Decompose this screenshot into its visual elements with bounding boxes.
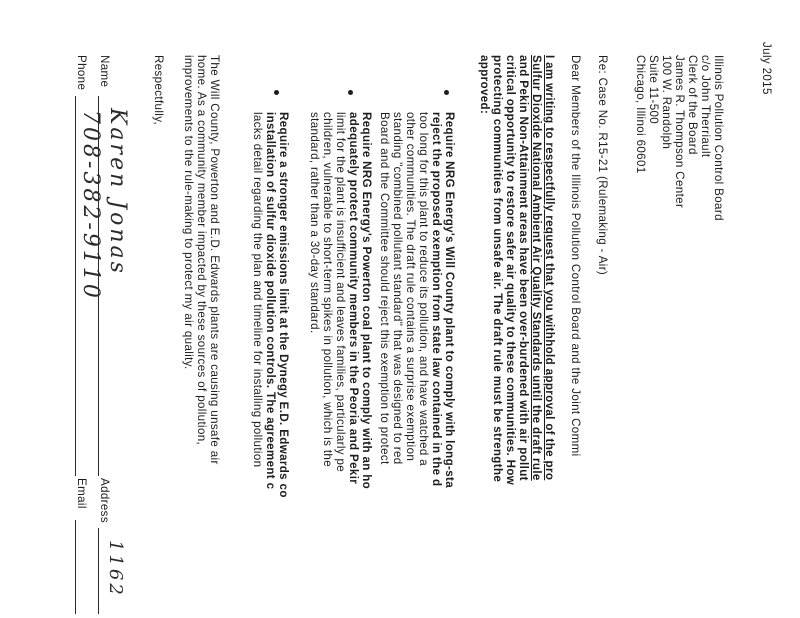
bullet-marker: [348, 90, 353, 95]
phone-handwritten-value: 708-382-9110: [78, 110, 103, 301]
address-label: Address: [98, 478, 111, 523]
bullet-line: too long for this plant to reduce its pollution, and have watched a: [417, 112, 430, 467]
intro-line: critical opportunity to restore safer air quality to these communities. How: [504, 55, 517, 486]
name-handwritten-value: Karen Jonas: [105, 108, 130, 276]
bullet-line: reject the proposed exemption from state law contained in the d: [430, 112, 443, 487]
address-handwritten-value: 1162: [105, 540, 126, 598]
re-case-line: Re: Case No. R15-21 (Rulemaking - Air): [596, 55, 609, 276]
intro-line: protecting communities from unsafe air. The draft rule must be strengthe: [491, 55, 504, 483]
phone-underline: [75, 96, 76, 476]
signoff: Respectfully,: [152, 55, 165, 126]
intro-line: approved:: [478, 55, 491, 115]
bullet-line: children, vulnerable to short-term spikes in pollution, which is the: [321, 112, 334, 468]
letter-date: July 2015: [760, 42, 773, 95]
bullet-line: Require a stronger emissions limit at the Dynegy E.D. Edwards co: [277, 112, 290, 498]
email-label: Email: [75, 478, 88, 509]
recipient-line: c/o John Therriault: [699, 55, 712, 158]
name-label: Name: [98, 55, 111, 88]
recipient-line: 100 W. Randolph: [660, 55, 673, 150]
bullet-line: standing "combined pollutant standard" that was designed to red: [391, 112, 404, 465]
bullet-line: installation of sulfur dioxide pollution controls. The agreement c: [264, 112, 277, 490]
bullet-marker: [444, 90, 449, 95]
recipient-line: Suite 11-500: [647, 55, 660, 125]
recipient-line: Clerk of the Board: [686, 55, 699, 155]
email-underline: [75, 520, 76, 614]
bullet-line: Require NRG Energy's Will County plant to comply with long-sta: [443, 112, 456, 489]
bullet-line: Require NRG Energy's Powerton coal plant to comply with an ho: [360, 112, 373, 490]
bullet-line: other communities. The draft rule contains a surprise exemption: [404, 112, 417, 462]
intro-line-underlined: I am writing to respectfully request that you withhold approval of the pro: [543, 55, 556, 481]
intro-line: and Pekin Non-Attainment areas have been over-burdened with air pollut: [517, 55, 530, 481]
bullet-line: Board and the Committee should reject this exemption to protect: [378, 112, 391, 465]
salutation: Dear Members of the Illinois Pollution Control Board and the Joint Commi: [569, 55, 582, 457]
bullet-line: adequately protect community members in the Peoria and Pekir: [347, 112, 360, 485]
intro-line-underlined: Sulfur Dioxide National Ambient Air Quality Standards until the draft rule: [530, 55, 543, 481]
closing-line: home. As a community member impacted by these sources of pollution,: [195, 55, 208, 446]
closing-line: The Will County, Powerton and E.D. Edwards plants are causing unsafe air: [208, 55, 221, 465]
bullet-line: lacks detail regarding the plan and timeline for installing pollution: [251, 112, 264, 468]
phone-label: Phone: [75, 55, 88, 91]
recipient-line: James R. Thompson Center: [673, 55, 686, 209]
closing-line: improvements to the rule-making to protect my air quality.: [182, 55, 195, 370]
bullet-marker: [274, 90, 279, 95]
recipient-line: Chicago, Illinoi 60601: [634, 55, 647, 174]
bullet-line: standard, rather than a 30-day standard.: [308, 112, 321, 334]
bullet-line: limit for the plant is insufficient and leaves families, particularly pe: [334, 112, 347, 473]
recipient-line: Illinois Pollution Control Board: [712, 55, 725, 221]
address-underline: [98, 528, 99, 614]
